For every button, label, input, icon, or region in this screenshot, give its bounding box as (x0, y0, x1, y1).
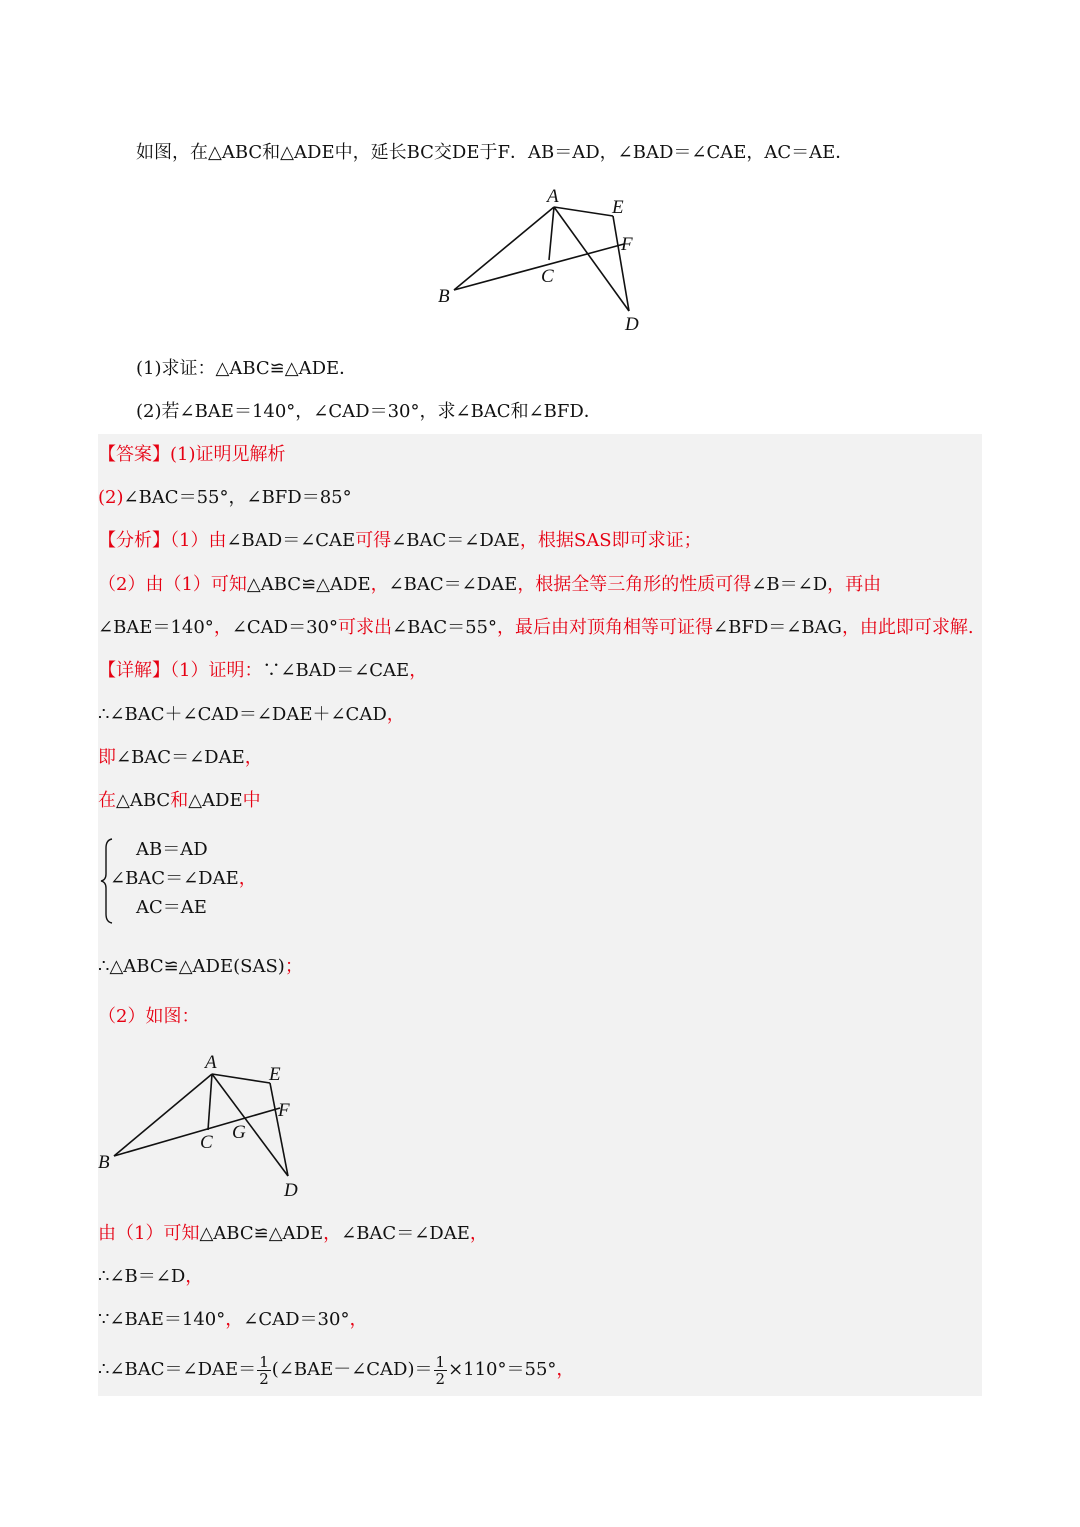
step-9a: ∴∠BAC＝∠DAE＝ (98, 1359, 257, 1380)
analysis-3f: ，最后由对顶角相等可证得 (497, 617, 714, 638)
label-e-2: E (269, 1064, 281, 1085)
label-c-2: C (200, 1132, 213, 1153)
step-4a: 在 (98, 790, 116, 811)
detail-1c: ， (409, 660, 428, 681)
step-6a: 由（1）可知 (98, 1223, 200, 1244)
analysis-1a: （1）由 (170, 530, 227, 551)
label-g-2: G (232, 1122, 246, 1143)
analysis-1b: ∠BAD＝∠CAE (226, 530, 356, 551)
segment-ab-2 (114, 1074, 212, 1156)
step-line-8 (98, 1307, 367, 1333)
step-6d: ∠BAC＝∠DAE (341, 1223, 470, 1244)
analysis-2e: ，根据全等三角形的性质可得 (517, 574, 752, 595)
analysis-2c: ， (370, 574, 389, 595)
analysis-3d: 可求出 (338, 617, 393, 638)
segment-ae (554, 207, 613, 216)
analysis-line-1 (98, 528, 702, 554)
segment-ac (549, 207, 554, 260)
step-9d: ， (556, 1359, 575, 1380)
step-4b: △ABC (116, 790, 171, 811)
step-line-4 (98, 788, 261, 814)
detail-1b: ∵∠BAD＝∠CAE (262, 660, 410, 681)
fraction-one-half-1 (257, 1354, 271, 1387)
label-d: D (625, 314, 639, 335)
step-4e: 中 (242, 790, 261, 811)
system-eq-1: AB＝AD (136, 839, 208, 860)
step-5b: ； (284, 956, 303, 977)
system-eq-2-wrap (110, 867, 257, 891)
answer-tag: 【答案】 (98, 444, 170, 465)
step-9c: ×110°＝55° (448, 1359, 557, 1380)
label-a-2: A (205, 1052, 217, 1073)
fraction-1-denominator: 2 (259, 1369, 269, 1388)
step-2a: ∴∠BAC＋∠CAD＝∠DAE＋∠CAD (98, 704, 387, 725)
label-c: C (541, 266, 554, 287)
segment-ed-2 (270, 1083, 288, 1176)
step-7b: ， (185, 1266, 204, 1287)
step-8c: ∠CAD＝30° (243, 1309, 350, 1330)
analysis-line-3 (98, 615, 974, 641)
step-line-2 (98, 702, 405, 728)
step-4d: △ADE (188, 790, 243, 811)
analysis-3g: ∠BFD＝∠BAG (713, 617, 842, 638)
detail-1a: （1）证明： (170, 660, 263, 681)
fraction-one-half-2 (434, 1354, 448, 1387)
analysis-3h: ，由此即可求解. (841, 617, 974, 638)
step-3a: 即 (98, 747, 116, 768)
fraction-2-numerator: 1 (435, 1352, 446, 1371)
solution-panel (98, 434, 982, 1396)
problem-intro: 如图，在△ABC和△ADE中，延长BC交DE于F．AB＝AD，∠BAD＝∠CAE，AC＝AE． (136, 142, 854, 163)
answer-line-1 (98, 442, 286, 468)
figure-2 (98, 1048, 318, 1208)
system-comma: ， (238, 868, 257, 889)
step-4c: 和 (170, 790, 189, 811)
analysis-2g: ，再由 (827, 574, 882, 595)
analysis-3a: ∠BAE＝140° (98, 617, 214, 638)
analysis-3c: ∠CAD＝30° (231, 617, 339, 638)
question-2: (2)若∠BAE＝140°，∠CAD＝30°，求∠BAC和∠BFD． (136, 401, 602, 422)
label-a: A (547, 186, 559, 207)
step-line-6 (98, 1221, 488, 1247)
analysis-line-2 (98, 572, 881, 598)
label-b-2: B (98, 1152, 110, 1173)
analysis-tag: 【分析】 (98, 530, 170, 551)
step-7a: ∴∠B＝∠D (98, 1266, 186, 1287)
segment-ac-2 (208, 1074, 212, 1130)
analysis-2d: ∠BAC＝∠DAE (388, 574, 518, 595)
fraction-2-denominator: 2 (435, 1369, 446, 1388)
step-8d: ， (349, 1309, 368, 1330)
label-b: B (438, 286, 450, 307)
answer-1: (1)证明见解析 (170, 444, 286, 465)
segment-bf (454, 244, 624, 290)
analysis-2f: ∠B＝∠D (751, 574, 828, 595)
figure-1 (430, 180, 660, 340)
step-3c: ， (244, 747, 263, 768)
label-f: F (621, 234, 633, 255)
analysis-1d: ∠BAC＝∠DAE (391, 530, 520, 551)
detail-tag: 【详解】 (98, 660, 170, 681)
step-line-9 (98, 1350, 574, 1390)
step-3b: ∠BAC＝∠DAE (116, 747, 245, 768)
answer-2: ∠BAC＝55°，∠BFD＝85° (123, 487, 352, 508)
segment-ae-2 (212, 1074, 270, 1083)
detail-line-1 (98, 658, 427, 684)
analysis-2b: △ABC≌△ADE (246, 574, 371, 595)
answer-line-2 (98, 485, 352, 511)
analysis-3b: ， (213, 617, 232, 638)
analysis-1e: ，根据SAS即可求证； (519, 530, 702, 551)
label-e: E (612, 197, 624, 218)
step-6e: ， (469, 1223, 488, 1244)
step-line-3 (98, 745, 263, 771)
step-5a: ∴△ABC≌△ADE(SAS) (98, 956, 285, 977)
label-f-2: F (278, 1100, 290, 1121)
question-1: (1)求证：△ABC≌△ADE． (136, 358, 358, 379)
step-2b: ， (386, 704, 405, 725)
part-2-heading: （2）如图： (98, 1006, 200, 1027)
step-6b: △ABC≌△ADE (199, 1223, 324, 1244)
step-6c: ， (323, 1223, 342, 1244)
label-d-2: D (284, 1180, 298, 1201)
segment-ad (554, 207, 629, 311)
equation-system (98, 836, 398, 926)
analysis-1c: 可得 (355, 530, 392, 551)
segment-ed (613, 216, 629, 311)
step-line-5 (98, 954, 303, 980)
analysis-3e: ∠BAC＝55° (392, 617, 498, 638)
system-eq-3: AC＝AE (136, 897, 207, 918)
answer-2-prefix: (2) (98, 487, 124, 508)
step-8a: ∵∠BAE＝140° (98, 1309, 226, 1330)
step-line-7 (98, 1264, 203, 1290)
step-9b: (∠BAE－∠CAD)＝ (271, 1359, 433, 1380)
fraction-1-numerator: 1 (259, 1352, 269, 1371)
step-8b: ， (225, 1309, 244, 1330)
analysis-2a: （2）由（1）可知 (98, 574, 247, 595)
system-eq-2: ∠BAC＝∠DAE (110, 868, 239, 889)
segment-ab (454, 207, 554, 290)
